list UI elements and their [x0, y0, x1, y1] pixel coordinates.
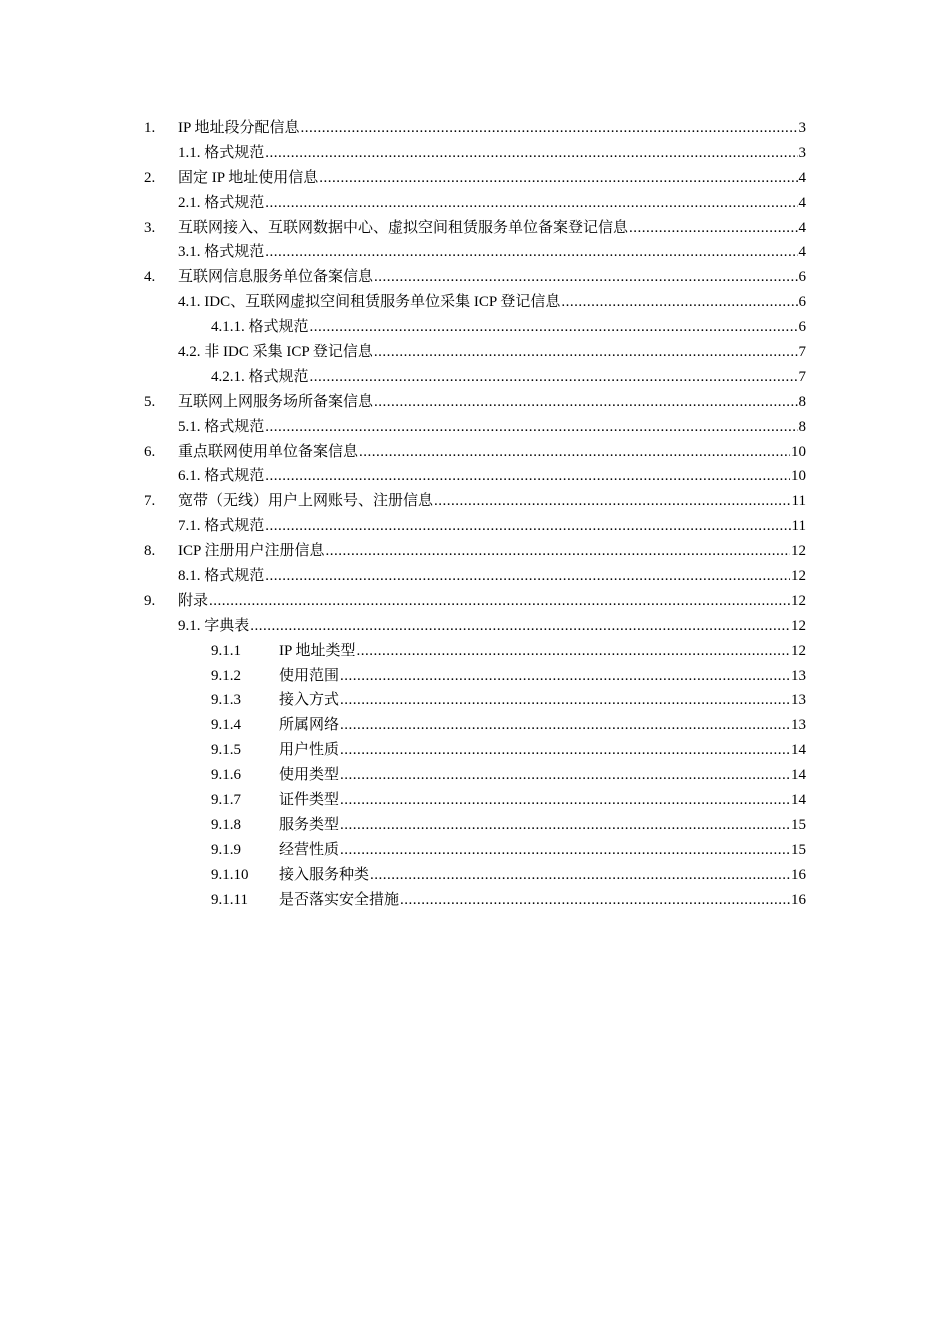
- toc-entry[interactable]: [0, 116, 950, 141]
- toc-title: 1.1. 格式规范: [178, 144, 265, 161]
- toc-title: 用户性质: [279, 742, 340, 759]
- toc-entry[interactable]: [0, 514, 950, 539]
- toc-line: [178, 614, 806, 639]
- toc-page-number: 12: [791, 642, 806, 659]
- toc-page-number: 8: [798, 393, 806, 410]
- toc-number: 9.1.9: [211, 841, 241, 858]
- toc-number: 9.: [144, 592, 156, 609]
- dot-leader: [374, 340, 798, 365]
- toc-line: [178, 390, 806, 415]
- toc-entry[interactable]: [0, 664, 950, 689]
- toc-page-number: 7: [798, 344, 806, 361]
- dot-leader: [265, 564, 790, 589]
- dot-leader: [209, 589, 790, 614]
- toc-title: 4.1.1. 格式规范: [211, 319, 309, 336]
- toc-title: 附录: [178, 592, 209, 609]
- toc-page-number: 4: [798, 194, 806, 211]
- toc-number: 9.1.2: [211, 667, 241, 684]
- toc-number: 8.: [144, 543, 156, 560]
- toc-title: 7.1. 格式规范: [178, 518, 265, 535]
- toc-page-number: 10: [791, 443, 806, 460]
- dot-leader: [357, 639, 790, 664]
- toc-entry[interactable]: [0, 589, 950, 614]
- toc-title: 证件类型: [279, 792, 340, 809]
- toc-entry[interactable]: [0, 415, 950, 440]
- toc-entry[interactable]: [0, 614, 950, 639]
- toc-number: 9.1.1: [211, 642, 241, 659]
- toc-title: 4.2.1. 格式规范: [211, 368, 309, 385]
- toc-title: 4.1. IDC、互联网虚拟空间租赁服务单位采集 ICP 登记信息: [178, 294, 561, 311]
- toc-line: [178, 489, 806, 514]
- toc-page-number: 4: [798, 244, 806, 261]
- toc-title: 是否落实安全措施: [279, 891, 400, 908]
- toc-line: [279, 713, 806, 738]
- toc-number: 9.1.11: [211, 891, 248, 908]
- toc-title: 3.1. 格式规范: [178, 244, 265, 261]
- toc-line: [178, 141, 806, 166]
- dot-leader: [434, 489, 791, 514]
- toc-line: [178, 240, 806, 265]
- toc-number: 3.: [144, 219, 156, 236]
- toc-entry[interactable]: [0, 240, 950, 265]
- toc-title: IP 地址类型: [279, 642, 356, 659]
- toc-title: 重点联网使用单位备案信息: [178, 443, 359, 460]
- dot-leader: [374, 265, 797, 290]
- toc-line: [178, 166, 806, 191]
- toc-title: ICP 注册用户注册信息: [178, 543, 325, 560]
- toc-line: [279, 688, 806, 713]
- toc-entry[interactable]: [0, 390, 950, 415]
- toc-entry[interactable]: [0, 315, 950, 340]
- toc-entry[interactable]: [0, 440, 950, 465]
- dot-leader: [340, 738, 790, 763]
- toc-title: 互联网信息服务单位备案信息: [178, 269, 374, 286]
- dot-leader: [340, 788, 790, 813]
- toc-title: 6.1. 格式规范: [178, 468, 265, 485]
- dot-leader: [250, 614, 790, 639]
- toc-number: 9.1.5: [211, 742, 241, 759]
- toc-line: [178, 340, 806, 365]
- toc-page-number: 7: [798, 368, 806, 385]
- toc-entry[interactable]: [0, 141, 950, 166]
- table-of-contents: [0, 116, 950, 913]
- toc-page-number: 14: [791, 742, 806, 759]
- toc-page-number: 3: [798, 144, 806, 161]
- toc-entry[interactable]: [0, 464, 950, 489]
- toc-title: 宽带（无线）用户上网账号、注册信息: [178, 493, 434, 510]
- toc-line: [279, 813, 806, 838]
- toc-title: 固定 IP 地址使用信息: [178, 169, 319, 186]
- toc-entry[interactable]: [0, 863, 950, 888]
- toc-page-number: 6: [798, 294, 806, 311]
- dot-leader: [265, 514, 790, 539]
- toc-number: 7.: [144, 493, 156, 510]
- dot-leader: [340, 688, 790, 713]
- toc-page-number: 15: [791, 841, 806, 858]
- toc-number: 5.: [144, 393, 156, 410]
- toc-line: [178, 589, 806, 614]
- toc-line: [279, 639, 806, 664]
- toc-page-number: 14: [791, 792, 806, 809]
- toc-title: 8.1. 格式规范: [178, 568, 265, 585]
- toc-title: 使用范围: [279, 667, 340, 684]
- toc-title: 服务类型: [279, 816, 340, 833]
- toc-title: 接入方式: [279, 692, 340, 709]
- toc-number: 4.: [144, 269, 156, 286]
- dot-leader: [265, 415, 797, 440]
- toc-line: [279, 888, 806, 913]
- toc-number: 9.1.8: [211, 816, 241, 833]
- toc-entry[interactable]: [0, 539, 950, 564]
- toc-entry[interactable]: [0, 564, 950, 589]
- toc-line: [178, 415, 806, 440]
- toc-title: 经营性质: [279, 841, 340, 858]
- dot-leader: [301, 116, 798, 141]
- toc-title: 9.1. 字典表: [178, 617, 250, 634]
- toc-line: [178, 440, 806, 465]
- toc-title: 2.1. 格式规范: [178, 194, 265, 211]
- toc-page-number: 11: [791, 493, 806, 510]
- toc-page-number: 6: [798, 319, 806, 336]
- dot-leader: [265, 141, 797, 166]
- toc-page-number: 12: [791, 592, 806, 609]
- dot-leader: [310, 365, 798, 390]
- toc-page-number: 11: [791, 518, 806, 535]
- toc-entry[interactable]: [0, 340, 950, 365]
- dot-leader: [319, 166, 797, 191]
- toc-title: 互联网接入、互联网数据中心、虚拟空间租赁服务单位备案登记信息: [178, 219, 629, 236]
- toc-page-number: 15: [791, 816, 806, 833]
- toc-page-number: 14: [791, 767, 806, 784]
- toc-page-number: 12: [791, 617, 806, 634]
- toc-page-number: 4: [798, 169, 806, 186]
- toc-page-number: 4: [798, 219, 806, 236]
- toc-line: [211, 315, 806, 340]
- toc-entry[interactable]: [0, 888, 950, 913]
- toc-line: [279, 664, 806, 689]
- dot-leader: [326, 539, 790, 564]
- toc-line: [279, 763, 806, 788]
- toc-entry[interactable]: [0, 191, 950, 216]
- toc-line: [279, 738, 806, 763]
- toc-number: 2.: [144, 169, 156, 186]
- toc-entry[interactable]: [0, 216, 950, 241]
- toc-line: [178, 191, 806, 216]
- dot-leader: [629, 216, 797, 241]
- toc-entry[interactable]: [0, 489, 950, 514]
- toc-entry[interactable]: [0, 639, 950, 664]
- toc-number: 9.1.6: [211, 767, 241, 784]
- toc-entry[interactable]: [0, 265, 950, 290]
- toc-entry[interactable]: [0, 688, 950, 713]
- toc-page-number: 13: [791, 692, 806, 709]
- dot-leader: [340, 763, 790, 788]
- dot-leader: [340, 838, 790, 863]
- toc-line: [211, 365, 806, 390]
- toc-entry[interactable]: [0, 838, 950, 863]
- toc-entry[interactable]: [0, 166, 950, 191]
- toc-page-number: 13: [791, 717, 806, 734]
- dot-leader: [374, 390, 797, 415]
- toc-page-number: 16: [791, 866, 806, 883]
- toc-page-number: 10: [791, 468, 806, 485]
- toc-title: IP 地址段分配信息: [178, 120, 300, 136]
- toc-number: 9.1.7: [211, 792, 241, 809]
- toc-entry[interactable]: [0, 713, 950, 738]
- toc-line: [178, 564, 806, 589]
- toc-line: [178, 216, 806, 241]
- toc-entry[interactable]: [0, 365, 950, 390]
- toc-title: 5.1. 格式规范: [178, 418, 265, 435]
- toc-entry[interactable]: [0, 788, 950, 813]
- toc-number: 9.1.3: [211, 692, 241, 709]
- toc-page-number: 12: [791, 568, 806, 585]
- toc-page-number: 3: [798, 120, 806, 136]
- toc-title: 接入服务种类: [279, 866, 370, 883]
- toc-number: 1.: [144, 120, 156, 136]
- dot-leader: [265, 464, 790, 489]
- toc-entry[interactable]: [0, 763, 950, 788]
- toc-number: 6.: [144, 443, 156, 460]
- toc-title: 所属网络: [279, 717, 340, 734]
- dot-leader: [359, 440, 790, 465]
- toc-title: 4.2. 非 IDC 采集 ICP 登记信息: [178, 344, 373, 361]
- toc-entry[interactable]: [0, 738, 950, 763]
- toc-number: 9.1.10: [211, 866, 249, 883]
- toc-page-number: 13: [791, 667, 806, 684]
- dot-leader: [561, 290, 797, 315]
- toc-line: [178, 514, 806, 539]
- dot-leader: [400, 888, 790, 913]
- dot-leader: [310, 315, 798, 340]
- toc-line: [178, 539, 806, 564]
- toc-line: [178, 265, 806, 290]
- toc-page-number: 12: [791, 543, 806, 560]
- toc-line: [279, 863, 806, 888]
- toc-line: [178, 290, 806, 315]
- toc-line: [178, 464, 806, 489]
- dot-leader: [370, 863, 790, 888]
- dot-leader: [265, 240, 797, 265]
- toc-entry[interactable]: [0, 290, 950, 315]
- dot-leader: [265, 191, 797, 216]
- toc-page-number: 16: [791, 891, 806, 908]
- dot-leader: [340, 813, 790, 838]
- toc-page-number: 6: [798, 269, 806, 286]
- toc-title: 互联网上网服务场所备案信息: [178, 393, 374, 410]
- toc-line: [178, 116, 806, 141]
- toc-line: [279, 788, 806, 813]
- toc-title: 使用类型: [279, 767, 340, 784]
- toc-page-number: 8: [798, 418, 806, 435]
- dot-leader: [340, 664, 790, 689]
- dot-leader: [340, 713, 790, 738]
- toc-number: 9.1.4: [211, 717, 241, 734]
- toc-line: [279, 838, 806, 863]
- toc-entry[interactable]: [0, 813, 950, 838]
